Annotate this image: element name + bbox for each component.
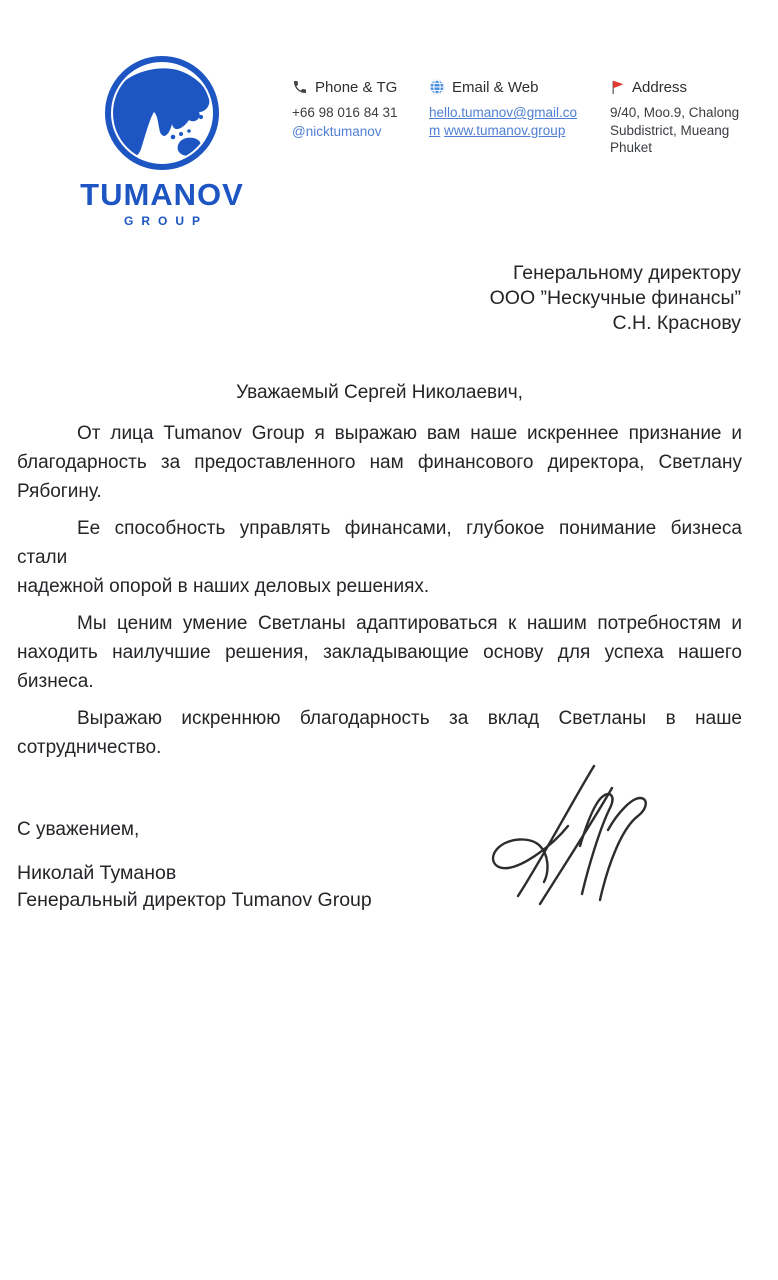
closing-line: С уважением, [17, 819, 140, 840]
contact-phone-title: Phone & TG [315, 78, 398, 96]
signature [472, 754, 672, 909]
paragraph-line: От лица Tumanov Group я выражаю вам наше искреннее признание и [77, 423, 742, 444]
email-link[interactable]: hello.tumanov@gmail.com [429, 105, 578, 138]
paragraph-line: надежной опорой в наших деловых решениях. [17, 576, 430, 597]
logo-subtitle: GROUP [123, 214, 208, 228]
paragraph-line: благодарность за предоставленного нам финансового директора, Светлану [17, 452, 742, 473]
contact-email-title: Email & Web [452, 78, 539, 96]
signer-name: Николай Туманов [17, 862, 177, 884]
paragraph-line: сотрудничество. [17, 737, 162, 758]
telegram-handle-link[interactable]: @nicktumanov [292, 124, 382, 139]
recipient-line: Генеральному директору [513, 262, 741, 284]
globe-logo-icon [103, 54, 221, 172]
globe-icon [429, 79, 445, 95]
contact-email-block [429, 78, 581, 140]
phone-number: +66 98 016 84 31 [292, 105, 398, 120]
paragraph [17, 419, 742, 506]
company-logo [62, 54, 262, 228]
signer-title: Генеральный директор Tumanov Group [17, 889, 372, 911]
paragraph-line: бизнеса. [17, 671, 94, 692]
salutation: Уважаемый Сергей Николаевич, [236, 382, 523, 403]
recipient-block [490, 261, 741, 336]
contact-phone-block [292, 78, 422, 141]
paragraph-line: находить наилучшие решения, закладывающие основу для успеха нашего [17, 642, 742, 663]
recipient-line: ООО ”Нескучные финансы” [489, 287, 741, 309]
website-link[interactable]: www.tumanov.group [444, 123, 566, 138]
paragraph-line: Выражаю искреннюю благодарность за вклад Светланы в наше [77, 708, 742, 729]
paragraph-line: Ее способность управлять финансами, глубокое понимание бизнеса стали [17, 518, 742, 568]
paragraph-line: Рябогину. [17, 481, 102, 502]
contact-address-block [610, 78, 752, 157]
phone-icon [292, 79, 308, 95]
logo-title: TUMANOV [80, 177, 244, 212]
address-text: 9/40, Moo.9, Chalong Subdistrict, Mueang Phuket [610, 105, 740, 155]
contact-address-title: Address [632, 78, 688, 96]
paragraph [17, 514, 742, 601]
paragraph-line: Мы ценим умение Светланы адаптироваться к нашим потребностям и [77, 613, 742, 634]
paragraph [17, 609, 742, 696]
flag-icon [610, 79, 625, 95]
letter-paragraphs [17, 419, 742, 762]
recipient-line: С.Н. Краснову [612, 312, 741, 334]
